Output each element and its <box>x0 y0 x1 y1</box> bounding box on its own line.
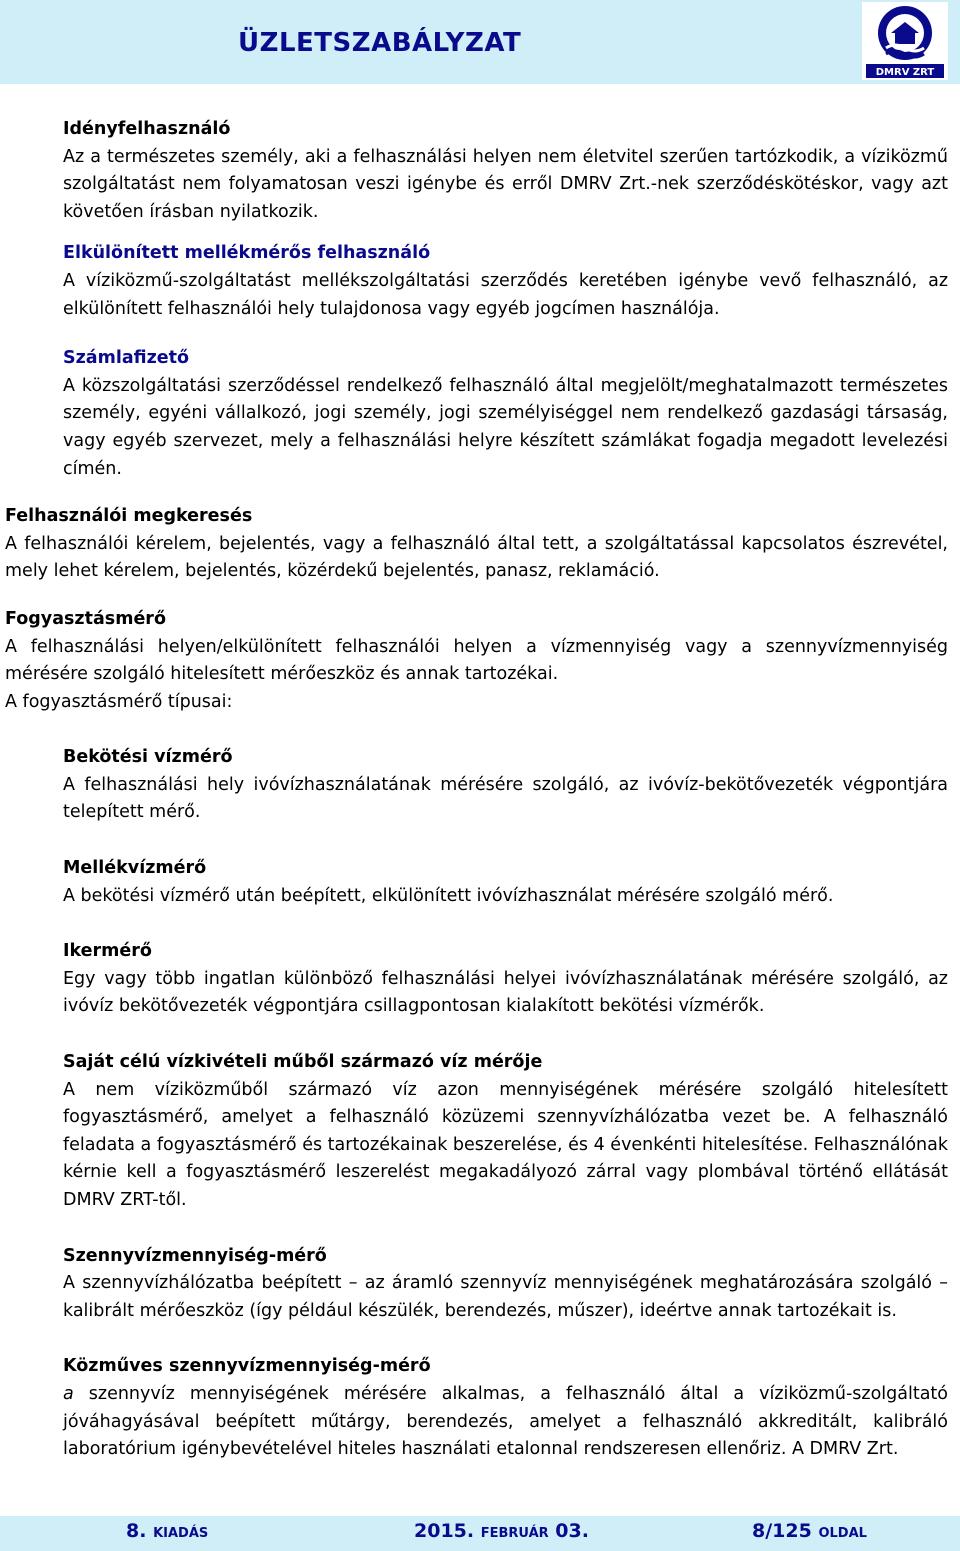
section-heading: Mellékvízmérő <box>63 858 207 879</box>
section-heading: Saját célú vízkivételi műből származó víz mérője <box>63 1052 543 1073</box>
section-kozmuves <box>0 1353 960 1463</box>
section-heading: Idényfelhasználó <box>63 119 231 139</box>
section-text-lead: a <box>63 1383 74 1404</box>
types-label: A fogyasztásmérő típusai: <box>5 691 233 712</box>
section-sajat-celu <box>0 1049 960 1215</box>
date-day: 03. <box>555 1520 589 1542</box>
header-bar <box>0 0 960 84</box>
section-text: Az a természetes személy, aki a felhasználási helyen nem életvitel szerűen tartózkodik, a víziközmű szolgáltatást nem folyamatosan veszi igénybe és erről DMRV Zrt.-nek szerződéskötéskor, vagy azt követően írásban nyilatkozik. <box>63 146 948 222</box>
section-heading: Közműves szennyvízmennyiség-mérő <box>63 1356 431 1377</box>
section-heading: Szennyvízmennyiség-mérő <box>63 1245 327 1266</box>
edition <box>126 1520 208 1542</box>
section-megkereses <box>0 503 960 586</box>
section-text: A nem víziközműből származó víz azon mennyiségének mérésére szolgáló hitelesített fogyasztásmérő, amelyet a felhasználó közüzemi szennyvízhálózatba vezet be. A felhasználó feladata a fogyasztásmérő és tartozékainak beszerelése, és 4 évenkénti hitelesítése. Felhasználónak kérnie kell a fogyasztásmérő leszerelést megakadályozó zárral vagy plombával történő ellátását DMRV ZRT-től. <box>63 1079 948 1210</box>
section-elkulonitett <box>0 240 960 323</box>
section-text <box>63 1381 948 1464</box>
section-heading: Ikermérő <box>63 941 152 962</box>
edition-number: 8. <box>126 1520 147 1542</box>
section-text: A szennyvízhálózatba beépített – az áramló szennyvíz mennyiségének meghatározására szolgáló – kalibrált mérőeszköz (így például készülék, berendezés, műszer), ideértve annak tartozékait is. <box>63 1273 948 1321</box>
document-title: ÜZLETSZABÁLYZAT <box>238 28 522 58</box>
date-month: FEBRUÁR <box>480 1526 549 1541</box>
footer-bar <box>0 1516 960 1551</box>
section-text: A bekötési vízmérő után beépített, elkülönített ivóvízhasználat mérésére szolgáló mérő. <box>63 885 834 906</box>
page-count: 8/125 <box>752 1520 812 1542</box>
edition-label: KIADÁS <box>153 1526 209 1541</box>
section-heading: Felhasználói megkeresés <box>5 506 253 527</box>
section-text: Egy vagy több ingatlan különböző felhasználási helyei ivóvízhasználatának mérésére szolgáló, az ivóvíz bekötővezeték végpontjára csillagpontosan kialakított bekötési vízmérők. <box>63 968 948 1017</box>
section-text: A felhasználási helyen/elkülönített felhasználói helyen a vízmennyiség vagy a szennyvízmennyiség mérésére szolgáló hitelesített mérőeszköz és annak tartozékai. <box>5 636 948 685</box>
section-text: A víziközmű-szolgáltatást mellékszolgáltatási szerződés keretében igénybe vevő felhasználó, az elkülönített felhasználói hely tulajdonosa vagy egyéb jogcímen használója. <box>63 270 948 319</box>
section-szamlafizeto <box>0 345 960 483</box>
logo-text: DMRV ZRT <box>875 67 935 78</box>
page-number <box>752 1520 867 1542</box>
section-heading: Fogyasztásmérő <box>5 608 166 629</box>
section-heading: Elkülönített mellékmérős felhasználó <box>63 243 431 264</box>
date-year: 2015. <box>414 1520 475 1542</box>
section-text: A felhasználói kérelem, bejelentés, vagy a felhasználó által tett, a szolgáltatással kapcsolatos észrevétel, mely lehet kérelem, bejelentés, közérdekű bejelentés, panasz, reklamáció. <box>5 533 948 582</box>
section-idenyfelhasznalo <box>0 116 960 226</box>
document-body <box>0 116 960 1464</box>
section-ikermero <box>0 938 960 1021</box>
issue-date <box>414 1520 589 1542</box>
section-bekotesi <box>0 744 960 827</box>
dmrv-logo-icon <box>862 2 948 80</box>
section-heading: Bekötési vízmérő <box>63 747 233 768</box>
section-text: A felhasználási hely ivóvízhasználatának mérésére szolgáló, az ivóvíz-bekötővezeték végpontjára telepített mérő. <box>63 774 948 823</box>
section-text-body: szennyvíz mennyiségének mérésére alkalmas, a felhasználó által a víziközmű-szolgáltató jóváhagyásával beépített műtárgy, berendezés, amelyet a felhasználó akkreditált, kalibráló laboratórium igénybevételével hiteles használati etalonnal rendszeresen ellenőriz. A DMRV Zrt. <box>63 1383 948 1460</box>
section-szennyviz <box>0 1243 960 1326</box>
section-text: A közszolgáltatási szerződéssel rendelkező felhasználó által megjelölt/meghatalmazott természetes személy, egyéni vállalkozó, jogi személy, jogi személyiséggel nem rendelkező gazdasági társaság, vagy egyéb szervezet, mely a felhasználási helyre készített számlákat fogadja megadott levelezési címén. <box>63 375 948 479</box>
section-heading: Számlafizető <box>63 348 190 369</box>
section-mellekvizmero <box>0 855 960 910</box>
page-label: OLDAL <box>818 1526 867 1541</box>
section-fogyasztasmero <box>0 606 960 716</box>
